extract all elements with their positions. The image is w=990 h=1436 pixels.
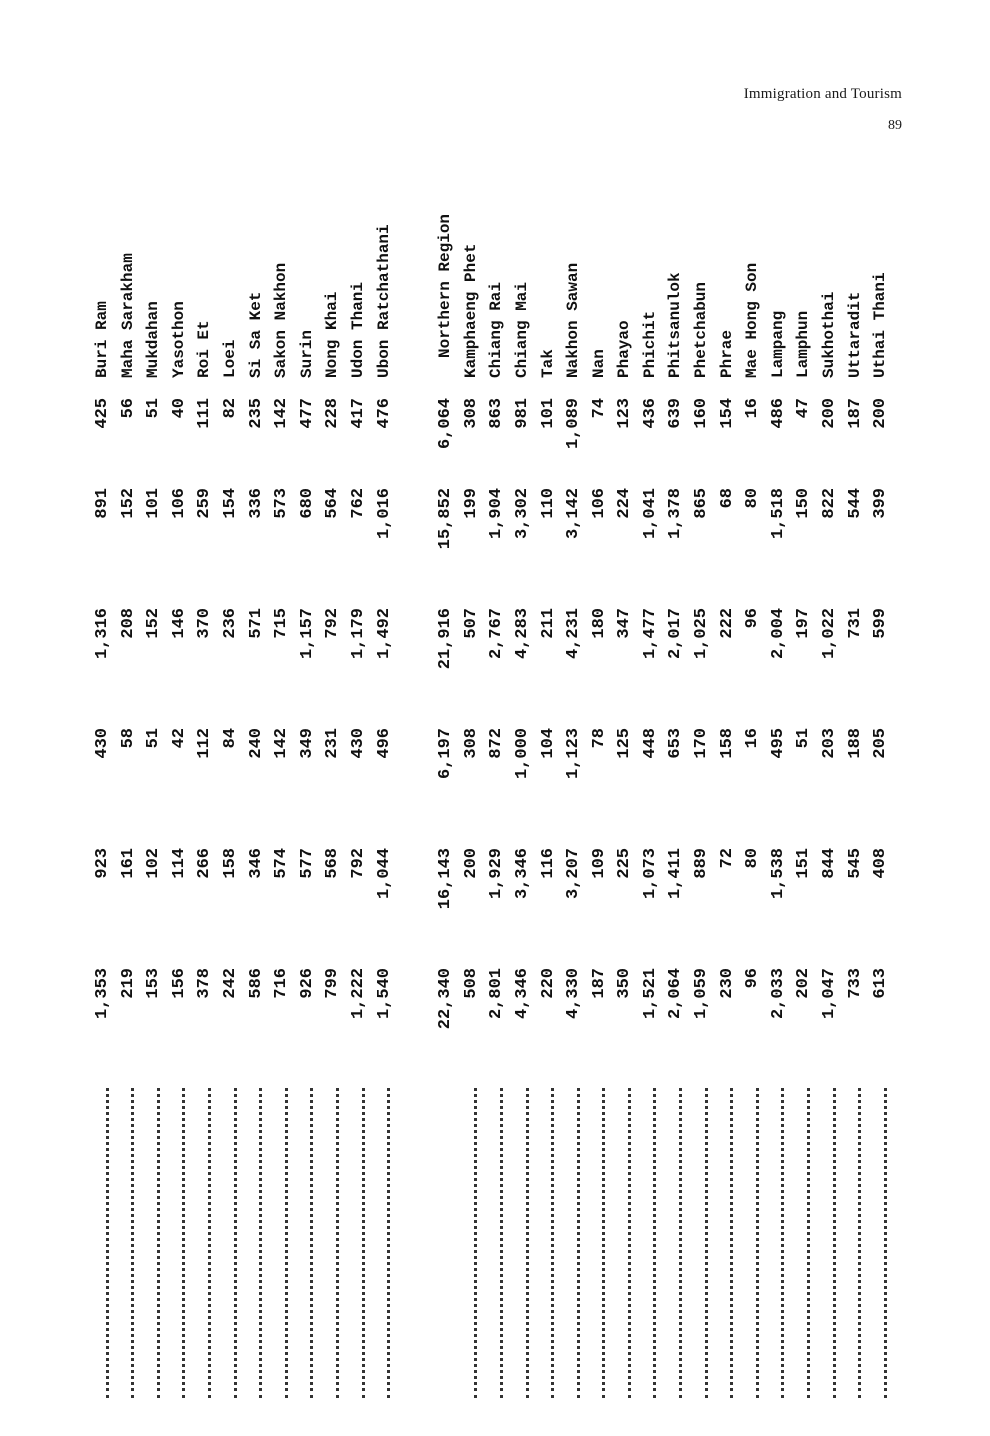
value-cell-col-4: 1,179 — [348, 608, 368, 660]
value-cell-col-6: 160 — [692, 398, 712, 429]
value-cell-col-4: 96 — [743, 608, 763, 629]
province-name-english: Nakhon Sawan — [564, 262, 583, 378]
province-name-english: Surin — [297, 329, 316, 378]
leader-dots — [529, 1088, 555, 1398]
value-cell-col-3: 1,000 — [512, 728, 532, 780]
value-cell-col-5: 336 — [246, 488, 266, 519]
value-cell-col-2: 200 — [461, 848, 481, 879]
value-cell-col-3: 231 — [323, 728, 343, 759]
value-cell-col-1: 1,222 — [348, 968, 368, 1020]
value-cell-col-5: 573 — [272, 488, 292, 519]
province-name-english: Phitsanulok — [666, 272, 685, 378]
value-cell-col-1: 2,064 — [666, 968, 686, 1020]
value-cell-col-3: 125 — [615, 728, 635, 759]
province-name-english: Uthai Thani — [871, 272, 890, 378]
value-cell-col-4: 571 — [246, 608, 266, 639]
leader-dots — [836, 1088, 862, 1398]
value-cell-col-3: 496 — [374, 728, 394, 759]
value-cell-col-6: 200 — [871, 398, 891, 429]
value-cell-col-5: 154 — [220, 488, 240, 519]
value-cell-col-6: 981 — [512, 398, 532, 429]
leader-dots — [109, 1088, 135, 1398]
value-cell-col-3: 78 — [589, 728, 609, 749]
province-name-english: Tak — [538, 349, 557, 378]
value-cell-col-2: 116 — [538, 848, 558, 879]
value-cell-col-1: 1,047 — [820, 968, 840, 1020]
value-cell-col-3: 1,123 — [564, 728, 584, 780]
value-cell-col-6: 425 — [93, 398, 112, 429]
value-cell-col-6: 101 — [538, 398, 558, 429]
value-cell-col-1: 799 — [323, 968, 343, 999]
value-cell-col-5: 1,518 — [768, 488, 788, 540]
leader-dots — [733, 1088, 759, 1398]
value-cell-col-1: 1,059 — [692, 968, 712, 1020]
table-row — [372, 218, 398, 1398]
value-cell-col-4: 211 — [538, 608, 558, 639]
value-cell-col-1: 1,540 — [374, 968, 394, 1020]
value-cell-col-2: 923 — [93, 848, 112, 879]
running-header-title: Immigration and Tourism — [743, 86, 902, 102]
value-cell-col-5: 762 — [348, 488, 368, 519]
value-cell-col-2: 109 — [589, 848, 609, 879]
value-cell-col-3: 349 — [297, 728, 317, 759]
value-cell-col-3: 16 — [743, 728, 763, 749]
value-cell-col-1: 508 — [461, 968, 481, 999]
province-name-english: Maha Sarakham — [118, 253, 137, 378]
value-cell-col-1: 156 — [169, 968, 189, 999]
value-cell-col-3: 142 — [272, 728, 292, 759]
value-cell-col-5: 822 — [820, 488, 840, 519]
value-cell-col-2: 568 — [323, 848, 343, 879]
leader-dots — [134, 1088, 160, 1398]
value-cell-col-5: 106 — [589, 488, 609, 519]
value-cell-col-5: 150 — [794, 488, 814, 519]
value-cell-col-2: 792 — [348, 848, 368, 879]
value-cell-col-3: 205 — [871, 728, 891, 759]
value-cell-col-4: 715 — [272, 608, 292, 639]
value-cell-col-2: 3,207 — [564, 848, 584, 900]
leader-dots — [580, 1088, 606, 1398]
value-cell-col-4: 1,492 — [374, 608, 394, 660]
value-cell-col-2: 889 — [692, 848, 712, 879]
value-cell-col-2: 1,929 — [487, 848, 507, 900]
value-cell-col-2: 346 — [246, 848, 266, 879]
value-cell-col-1: 613 — [871, 968, 891, 999]
value-cell-col-1: 2,033 — [768, 968, 788, 1020]
value-cell-col-5: 152 — [118, 488, 138, 519]
value-cell-col-5: 80 — [743, 488, 763, 509]
value-cell-col-4: 197 — [794, 608, 814, 639]
value-cell-col-3: 430 — [348, 728, 368, 759]
value-cell-col-3: 158 — [717, 728, 737, 759]
value-cell-col-5: 544 — [845, 488, 865, 519]
value-cell-col-3: 42 — [169, 728, 189, 749]
value-cell-col-5: 15,852 — [436, 488, 456, 550]
value-cell-col-4: 222 — [717, 608, 737, 639]
province-name-english: Lamphun — [794, 310, 813, 378]
value-cell-col-2: 151 — [794, 848, 814, 879]
value-cell-col-6: 74 — [589, 398, 609, 419]
province-name-english: Lampang — [768, 310, 787, 378]
value-cell-col-2: 545 — [845, 848, 865, 879]
leader-dots — [605, 1088, 631, 1398]
value-cell-col-2: 577 — [297, 848, 317, 879]
value-cell-col-3: 448 — [640, 728, 660, 759]
value-cell-col-6: 6,064 — [436, 398, 456, 450]
value-cell-col-2: 574 — [272, 848, 292, 879]
value-cell-col-6: 154 — [717, 398, 737, 429]
value-cell-col-3: 84 — [220, 728, 240, 749]
value-cell-col-1: 378 — [195, 968, 215, 999]
value-cell-col-6: 228 — [323, 398, 343, 429]
value-cell-col-1: 1,521 — [640, 968, 660, 1020]
value-cell-col-5: 564 — [323, 488, 343, 519]
leader-dots — [339, 1088, 365, 1398]
leader-dots — [237, 1088, 263, 1398]
value-cell-col-4: 370 — [195, 608, 215, 639]
leader-dots — [160, 1088, 186, 1398]
value-cell-col-2: 1,044 — [374, 848, 394, 900]
value-cell-col-5: 680 — [297, 488, 317, 519]
province-name-english: Loei — [220, 339, 239, 378]
province-name-english: Roi Et — [195, 320, 214, 378]
value-cell-col-5: 259 — [195, 488, 215, 519]
value-cell-col-6: 187 — [845, 398, 865, 429]
value-cell-col-5: 68 — [717, 488, 737, 509]
value-cell-col-2: 3,346 — [512, 848, 532, 900]
value-cell-col-4: 792 — [323, 608, 343, 639]
leader-dots — [262, 1088, 288, 1398]
value-cell-col-4: 180 — [589, 608, 609, 639]
value-cell-col-6: 111 — [195, 398, 215, 429]
value-cell-col-5: 101 — [144, 488, 164, 519]
value-cell-col-3: 872 — [487, 728, 507, 759]
value-cell-col-6: 16 — [743, 398, 763, 419]
value-cell-col-6: 82 — [220, 398, 240, 419]
leader-dots — [759, 1088, 785, 1398]
value-cell-col-6: 235 — [246, 398, 266, 429]
region-name-english: Northern Region — [436, 213, 455, 358]
value-cell-col-5: 110 — [538, 488, 558, 519]
value-cell-col-3: 495 — [768, 728, 788, 759]
value-cell-col-5: 399 — [871, 488, 891, 519]
value-cell-col-2: 158 — [220, 848, 240, 879]
leader-dots — [784, 1088, 810, 1398]
value-cell-col-3: 112 — [195, 728, 215, 759]
value-cell-col-6: 476 — [374, 398, 394, 429]
value-cell-col-4: 731 — [845, 608, 865, 639]
value-cell-col-5: 891 — [93, 488, 112, 519]
province-name-english: Mae Hong Son — [743, 262, 762, 378]
value-cell-col-5: 106 — [169, 488, 189, 519]
value-cell-col-1: 350 — [615, 968, 635, 999]
value-cell-col-1: 4,330 — [564, 968, 584, 1020]
value-cell-col-1: 202 — [794, 968, 814, 999]
value-cell-col-4: 1,022 — [820, 608, 840, 660]
value-cell-col-1: 220 — [538, 968, 558, 999]
value-cell-col-1: 187 — [589, 968, 609, 999]
value-cell-col-6: 417 — [348, 398, 368, 429]
province-name-english: Phichit — [640, 310, 659, 378]
value-cell-col-2: 1,073 — [640, 848, 660, 900]
value-cell-col-5: 3,142 — [564, 488, 584, 540]
value-cell-col-1: 733 — [845, 968, 865, 999]
value-cell-col-3: 51 — [794, 728, 814, 749]
province-name-english: Phrae — [717, 329, 736, 378]
value-cell-col-6: 436 — [640, 398, 660, 429]
province-name-english: Phayao — [615, 320, 634, 378]
value-cell-col-3: 430 — [93, 728, 112, 759]
leader-dots — [477, 1088, 503, 1398]
value-cell-col-4: 4,231 — [564, 608, 584, 660]
value-cell-col-1: 153 — [144, 968, 164, 999]
province-name-english: Chiang Rai — [487, 281, 506, 378]
value-cell-col-1: 716 — [272, 968, 292, 999]
value-cell-col-4: 1,316 — [93, 608, 112, 660]
value-cell-col-2: 1,411 — [666, 848, 686, 900]
value-cell-col-6: 51 — [144, 398, 164, 419]
province-name-english: Uttaradit — [845, 291, 864, 378]
value-cell-col-4: 1,025 — [692, 608, 712, 660]
leader-dots — [682, 1088, 708, 1398]
value-cell-col-2: 80 — [743, 848, 763, 869]
value-cell-col-5: 224 — [615, 488, 635, 519]
page-number: 89 — [888, 118, 902, 133]
value-cell-col-3: 308 — [461, 728, 481, 759]
value-cell-col-4: 507 — [461, 608, 481, 639]
value-cell-col-1: 96 — [743, 968, 763, 989]
value-cell-col-3: 203 — [820, 728, 840, 759]
value-cell-col-4: 1,477 — [640, 608, 660, 660]
value-cell-col-3: 51 — [144, 728, 164, 749]
value-cell-col-3: 104 — [538, 728, 558, 759]
table-row — [868, 218, 894, 1398]
value-cell-col-4: 208 — [118, 608, 138, 639]
leader-dots — [656, 1088, 682, 1398]
value-cell-col-2: 266 — [195, 848, 215, 879]
value-cell-col-2: 114 — [169, 848, 189, 879]
province-name-english: Phetchabun — [692, 281, 711, 378]
rotated-table-container — [90, 213, 891, 1398]
leader-dots — [503, 1088, 529, 1398]
leader-dots — [211, 1088, 237, 1398]
value-cell-col-1: 230 — [717, 968, 737, 999]
value-cell-col-6: 486 — [768, 398, 788, 429]
value-cell-col-1: 1,353 — [93, 968, 112, 1020]
value-cell-col-5: 865 — [692, 488, 712, 519]
value-cell-col-6: 477 — [297, 398, 317, 429]
value-cell-col-2: 225 — [615, 848, 635, 879]
value-cell-col-2: 1,538 — [768, 848, 788, 900]
value-cell-col-6: 123 — [615, 398, 635, 429]
value-cell-col-1: 219 — [118, 968, 138, 999]
value-cell-col-6: 639 — [666, 398, 686, 429]
value-cell-col-1: 4,346 — [512, 968, 532, 1020]
value-cell-col-1: 2,801 — [487, 968, 507, 1020]
value-cell-col-2: 844 — [820, 848, 840, 879]
leader-dots — [313, 1088, 339, 1398]
province-name-english: Chiang Mai — [512, 281, 531, 378]
value-cell-col-4: 599 — [871, 608, 891, 639]
leader-dots — [861, 1088, 887, 1398]
value-cell-col-4: 347 — [615, 608, 635, 639]
province-name-english: Yasothon — [169, 301, 188, 378]
value-cell-col-6: 1,089 — [564, 398, 584, 450]
value-cell-col-6: 47 — [794, 398, 814, 419]
province-name-english: Nong Khai — [323, 291, 342, 378]
value-cell-col-1: 22,340 — [436, 968, 456, 1030]
value-cell-col-2: 72 — [717, 848, 737, 869]
statistics-table — [90, 213, 894, 1398]
leader-dots — [83, 1088, 109, 1398]
value-cell-col-6: 40 — [169, 398, 189, 419]
value-cell-col-4: 236 — [220, 608, 240, 639]
value-cell-col-2: 16,143 — [436, 848, 456, 910]
province-name-english: Ubon Ratchathani — [374, 224, 393, 378]
value-cell-col-4: 2,004 — [768, 608, 788, 660]
province-name-english: Nan — [589, 349, 608, 378]
value-cell-col-2: 102 — [144, 848, 164, 879]
value-cell-col-6: 863 — [487, 398, 507, 429]
value-cell-col-5: 1,041 — [640, 488, 660, 540]
value-cell-col-3: 6,197 — [436, 728, 456, 780]
value-cell-col-4: 146 — [169, 608, 189, 639]
leader-dots — [452, 1088, 478, 1398]
value-cell-col-3: 653 — [666, 728, 686, 759]
leader-dots — [365, 1088, 391, 1398]
value-cell-col-6: 56 — [118, 398, 138, 419]
value-cell-col-6: 200 — [820, 398, 840, 429]
value-cell-col-1: 926 — [297, 968, 317, 999]
value-cell-col-5: 1,378 — [666, 488, 686, 540]
value-cell-col-3: 240 — [246, 728, 266, 759]
value-cell-col-6: 308 — [461, 398, 481, 429]
province-name-english: Mukdahan — [144, 301, 163, 378]
value-cell-col-4: 152 — [144, 608, 164, 639]
leader-dots — [810, 1088, 836, 1398]
province-name-english: Kamphaeng Phet — [461, 243, 480, 378]
value-cell-col-4: 21,916 — [436, 608, 456, 670]
value-cell-col-2: 161 — [118, 848, 138, 879]
value-cell-col-4: 2,017 — [666, 608, 686, 660]
province-name-english: Si Sa Ket — [246, 291, 265, 378]
value-cell-col-5: 199 — [461, 488, 481, 519]
leader-dots — [185, 1088, 211, 1398]
value-cell-col-5: 3,302 — [512, 488, 532, 540]
province-name-english: Buri Ram — [93, 301, 111, 378]
value-cell-col-1: 586 — [246, 968, 266, 999]
province-name-english: Udon Thani — [348, 281, 367, 378]
value-cell-col-4: 2,767 — [487, 608, 507, 660]
value-cell-col-6: 142 — [272, 398, 292, 429]
leader-dots — [708, 1088, 734, 1398]
value-cell-col-2: 408 — [871, 848, 891, 879]
value-cell-col-5: 1,016 — [374, 488, 394, 540]
value-cell-col-5: 1,904 — [487, 488, 507, 540]
province-name-english: Sakon Nakhon — [272, 262, 291, 378]
leader-dots — [288, 1088, 314, 1398]
value-cell-col-3: 170 — [692, 728, 712, 759]
value-cell-col-1: 242 — [220, 968, 240, 999]
value-cell-col-3: 58 — [118, 728, 138, 749]
leader-dots — [631, 1088, 657, 1398]
province-name-english: Sukhothai — [820, 291, 839, 378]
leader-dots — [554, 1088, 580, 1398]
value-cell-col-3: 188 — [845, 728, 865, 759]
value-cell-col-4: 4,283 — [512, 608, 532, 660]
value-cell-col-4: 1,157 — [297, 608, 317, 660]
